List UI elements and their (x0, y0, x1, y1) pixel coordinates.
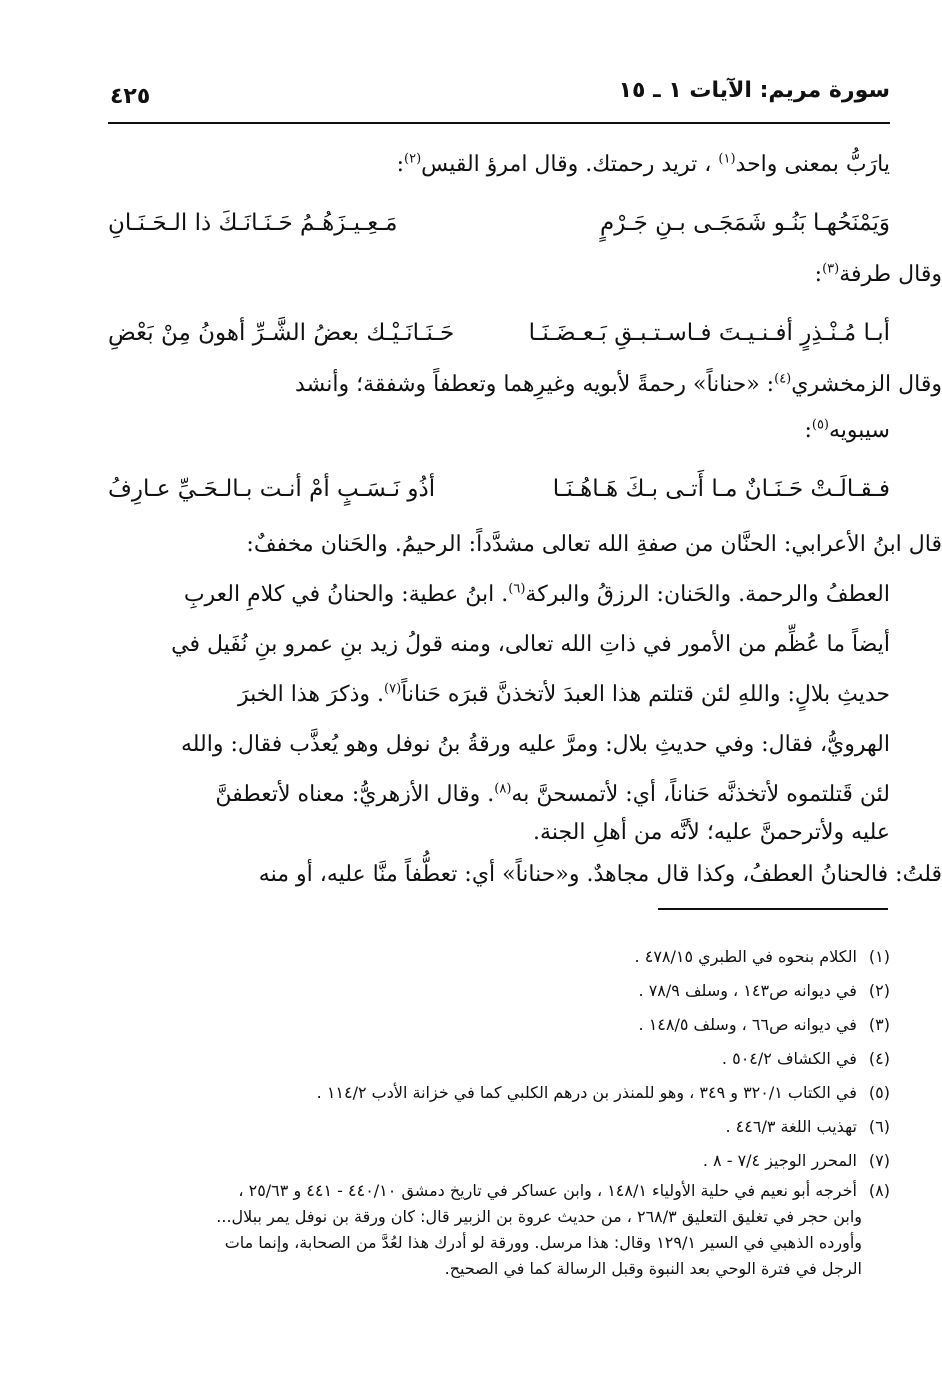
footnote-2 (108, 974, 890, 1008)
footnote-number: (٧) (868, 1151, 890, 1170)
para2-line-1: قلتُ: فالحنانُ العطفُ، وكذا قال مجاهدٌ. و«حناناً» أي: تعطُّفاً منَّا عليه، أو منه (258, 862, 942, 887)
footnote-8 (108, 1178, 890, 1204)
footnote-number: (١) (868, 947, 890, 966)
verse-first-hemistich: فـقـالَـتْ حَـنَـانٌ مـا أَتـى بـكَ هَـاهُـنَـا (552, 476, 890, 502)
footnote-7 (108, 1144, 890, 1178)
footnote-text: تهذيب اللغة ٤٤٦/٣ . (725, 1117, 857, 1136)
footnote-number: (٣) (868, 1015, 890, 1034)
text: ، تريد رحمتك. وقال امرؤ القيس (421, 152, 712, 177)
para1-line-5: الهرويُّ، فقال: وفي حديثِ بلال: ومرَّ عليه ورقةُ بنُ نوفل وهو يُعذَّب فقال: والله (180, 732, 890, 757)
verse-second-hemistich: حَـنَـانَـيْـك بعضُ الشَّـرِّ أهونُ مِنْ بَعْضِ (108, 320, 455, 346)
footnote-1 (108, 940, 890, 974)
footnote-5 (108, 1076, 890, 1110)
para1-line-3: أيضاً ما عُظِّم من الأمور في ذاتِ الله تعالى، ومنه قولُ زيد بنِ عمرو بنِ نُفَيل في (171, 632, 890, 657)
running-header (108, 70, 890, 124)
footnote-ref[interactable]: (١) (718, 151, 736, 167)
footnote-ref[interactable]: (٣) (822, 261, 840, 277)
footnote-text: أخرجه أبو نعيم في حلية الأولياء ١٤٨/١ ، وابن عساكر في تاريخ دمشق ٤٤٠/١٠ - ٤٤١ و ٢٥/٦٣ ، (238, 1181, 857, 1200)
footnote-ref[interactable]: (٤) (774, 371, 792, 387)
verse-second-hemistich: مَـعِـيـزَهُـمُ حَـنَـانَـكَ ذا الـحَـنَـانِ (108, 210, 398, 236)
para1-line-2 (108, 582, 890, 607)
footnote-separator (658, 908, 888, 910)
para1-line-1: قال ابنُ الأعرابي: الحنَّان من صفةِ الله تعالى مشدَّداً: الرحيمُ. والحَنان مخففٌ: (246, 532, 942, 557)
body-line-3 (182, 372, 942, 397)
footnote-text: في ديوانه ص٦٦ ، وسلف ١٤٨/٥ . (638, 1015, 857, 1034)
surah-title: سورة مريم: الآيات ١ ـ ١٥ (618, 78, 890, 103)
verse-2 (108, 320, 890, 360)
footnote-ref[interactable]: (٢) (404, 151, 422, 167)
footnote-text: المحرر الوجيز ٧/٤ - ٨ . (702, 1151, 857, 1170)
text: العطفُ والرحمة. والحَنان: الرزقُ والبركة (525, 582, 890, 607)
footnote-ref[interactable]: (٥) (811, 417, 829, 433)
footnote-number: (٤) (868, 1049, 890, 1068)
footnote-number: (٥) (868, 1083, 890, 1102)
text: : «حناناً» رحمةً لأبويه وغيرِهما وتعطفاً وشفقة؛ وأنشد (295, 372, 775, 397)
text: سيبويه (829, 418, 890, 443)
text: . وذكرَ هذا الخبرَ (237, 682, 385, 707)
footnote-text: الكلام بنحوه في الطبري ٤٧٨/١٥ . (634, 947, 857, 966)
footnote-ref[interactable]: (٨) (494, 781, 512, 797)
text: . ابنُ عطية: والحنانُ في كلامِ العربِ (183, 582, 509, 607)
footnote-3 (108, 1008, 890, 1042)
text: وقال الزمخشري (791, 372, 942, 397)
text: وقال طرفة (839, 262, 942, 287)
verse-first-hemistich: أبـا مُـنْـذِرٍ أفـنـيـتَ فـاسـتـبـقِ بَـعـضَـنَـا (528, 320, 890, 346)
footnote-number: (٦) (868, 1117, 890, 1136)
body-line-4 (108, 418, 890, 443)
text: يارَبُّ بمعنى واحد (735, 152, 890, 177)
text: . وقال الأزهريُّ: معناه لأتعطفنَّ (215, 782, 495, 807)
footnote-text: في الكشاف ٥٠٤/٢ . (721, 1049, 857, 1068)
para1-line-7: عليه ولأترحمنَّ عليه؛ لأنَّه من أهلِ الجنة. (533, 820, 890, 845)
text: حديثِ بلالٍ: واللهِ لئن قتلتم هذا العبدَ لأتخذنَّ قبرَه حَناناً (401, 682, 890, 707)
footnote-4 (108, 1042, 890, 1076)
verse-first-hemistich: وَيَمْنَحُهـا بَنُـو شَمَجَـى بـنِ جَـرْمٍ (599, 210, 890, 236)
footnote-number: (٨) (868, 1181, 890, 1200)
body-line-2 (182, 262, 942, 287)
footnote-8-continuation: وأورده الذهبي في السير ١٢٩/١ وقال: هذا مرسل. وورقة لو أدرك هذا لعُدَّ من الصحابة، وإنما مات (224, 1233, 862, 1252)
text: لئن قَتلتموه لأتخذنَّه حَناناً، أي: لأتمسحنَّ به (511, 782, 890, 807)
footnote-text: في الكتاب ٣٢٠/١ و ٣٤٩ ، وهو للمنذر بن درهم الكلبي كما في خزانة الأدب ١١٤/٢ . (316, 1083, 857, 1102)
verse-1 (108, 210, 890, 250)
body-line-1 (108, 152, 890, 177)
footnote-8-continuation: الرجل في فترة الوحي بعد النبوة وقبل الرسالة كما في الصحيح. (444, 1259, 862, 1278)
footnote-6 (108, 1110, 890, 1144)
footnote-number: (٢) (868, 981, 890, 1000)
footnote-text: في ديوانه ص١٤٣ ، وسلف ٧٨/٩ . (638, 981, 857, 1000)
para1-line-6 (108, 782, 890, 807)
footnote-ref[interactable]: (٧) (384, 681, 402, 697)
footnote-ref[interactable]: (٦) (508, 581, 526, 597)
verse-3 (108, 476, 890, 516)
footnote-8-continuation: وابن حجر في تغليق التعليق ٢٦٨/٣ ، من حديث عروة بن الزبير قال: كان ورقة بن نوفل يمر ببلال... (216, 1207, 862, 1226)
para1-line-4 (108, 682, 890, 707)
page-number: ٤٢٥ (110, 84, 151, 109)
text: : (804, 418, 812, 443)
text: : (814, 262, 823, 287)
text: : (396, 152, 405, 177)
verse-second-hemistich: أذُو نَـسَـبٍ أمْ أنـت بـالـحَـيِّ عـارِفُ (108, 476, 436, 502)
footnotes (108, 940, 890, 1282)
